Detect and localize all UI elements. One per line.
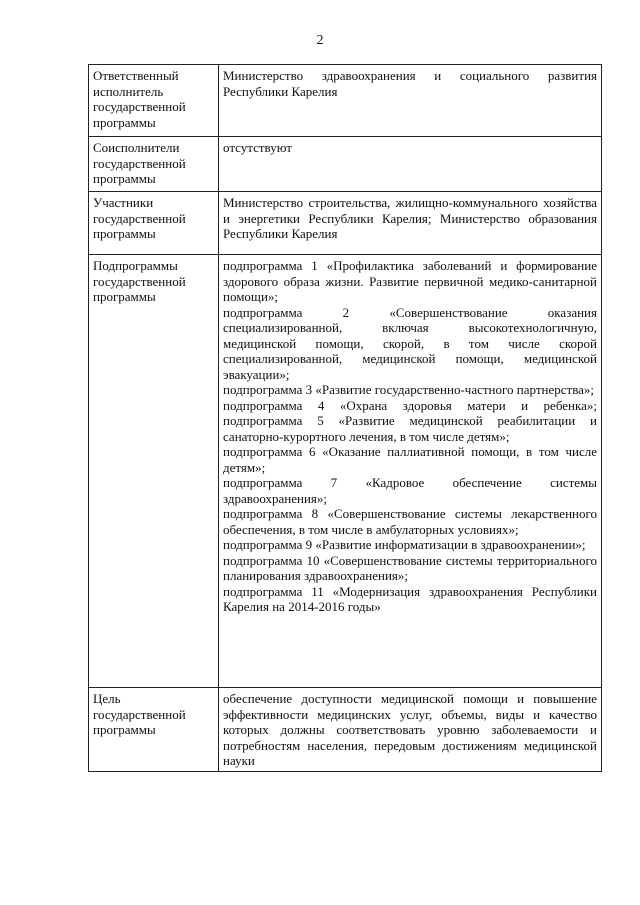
row-label: Соисполнители государственной программы (89, 137, 219, 192)
row-value: Министерство здравоохранения и социального развития Республики Карелия (219, 65, 602, 137)
list-item: подпрограмма 8 «Совершенствование системы лекарственного обеспечения, в том числе в амбулаторных условиях»; (223, 506, 597, 537)
row-label: Участники государственной программы (89, 192, 219, 255)
table-row-subprograms (89, 255, 602, 688)
subprogram-list (219, 255, 602, 688)
row-label: Цель государственной программы (89, 688, 219, 772)
row-label: Подпрограммы государственной программы (89, 255, 219, 688)
list-item: подпрограмма 2 «Совершенствование оказания специализированной, включая высокотехнологичную, медицинской помощи, скорой, в том числе скорой специализированной, медицинской помощи, медицинской эвакуации»; (223, 304, 597, 382)
row-value: отсутствуют (219, 137, 602, 192)
table-row-goal (89, 688, 602, 772)
table-row-responsible-executor (89, 65, 602, 137)
list-item: подпрограмма 1 «Профилактика заболеваний и формирование здорового образа жизни. Развитие первичной медико-санитарной помощи»; (223, 258, 597, 304)
table-row-co-executors (89, 137, 602, 192)
list-item: подпрограмма 11 «Модернизация здравоохранения Республики Карелия на 2014-2016 годы» (223, 583, 597, 614)
program-passport-table (88, 64, 602, 772)
list-item: подпрограмма 9 «Развитие информатизации в здравоохранении»; (223, 537, 586, 552)
list-item: подпрограмма 3 «Развитие государственно-частного партнерства»; (223, 382, 595, 397)
list-item: подпрограмма 6 «Оказание паллиативной помощи, в том числе детям»; (223, 444, 597, 475)
list-item: подпрограмма 4 «Охрана здоровья матери и ребенка»; (223, 397, 597, 413)
list-item: подпрограмма 7 «Кадровое обеспечение системы здравоохранения»; (223, 475, 597, 506)
row-label: Ответственный исполнитель государственной программы (89, 65, 219, 137)
row-value: обеспечение доступности медицинской помощи и повышение эффективности медицинских услуг, объемы, виды и качество которых должны соответствовать уровню заболеваемости и потребностям населения, передовым достижениям медицинской науки (219, 688, 602, 772)
list-item: подпрограмма 10 «Совершенствование системы территориального планирования здравоохранения»; (223, 552, 597, 583)
table-row-participants (89, 192, 602, 255)
page-number: 2 (316, 33, 324, 48)
row-value: Министерство строительства, жилищно-коммунального хозяйства и энергетики Республики Карелия; Министерство образования Республики Карелия (219, 192, 602, 255)
list-item: подпрограмма 5 «Развитие медицинской реабилитации и санаторно-курортного лечения, в том числе детям»; (223, 413, 597, 444)
